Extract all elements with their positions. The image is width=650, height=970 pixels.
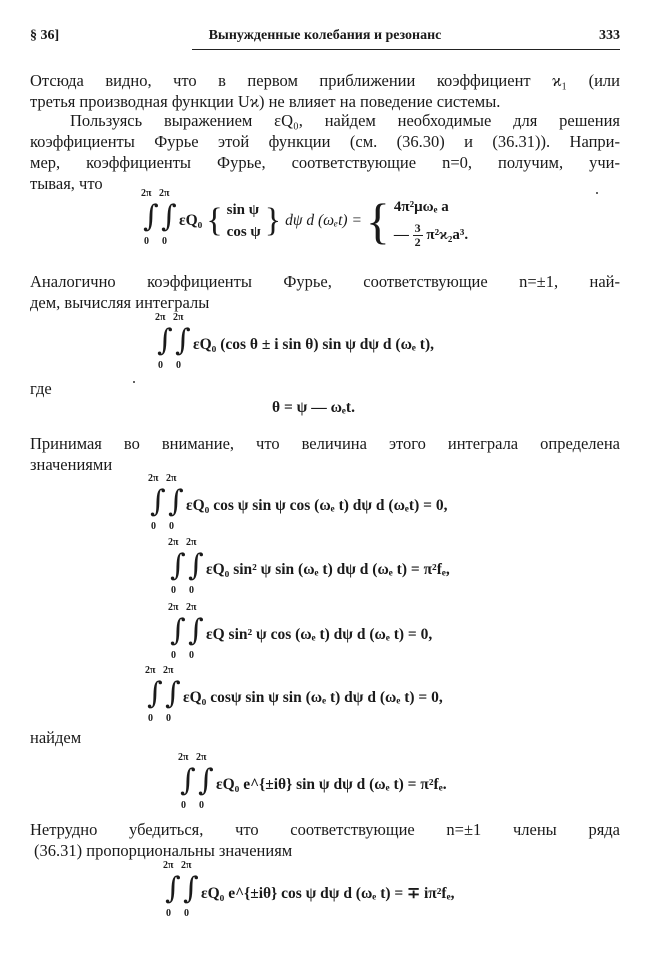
section-ref: § 36]: [30, 28, 60, 43]
paragraph-4-line-1: Принимая во внимание, что величина этого интеграла определена: [30, 434, 620, 453]
equation-6-body: εQ sin² ψ cos (ωₑ t) dψ d (ωₑ t) = 0,: [206, 626, 433, 643]
equation-2-body: εQ₀ (cos θ ± i sin θ) sin ψ dψ d (ωₑ t),: [193, 336, 434, 353]
equation-1-case-bottom: — $\frac{3}{2}$ π²ϰ₂a³.: [393, 221, 469, 250]
paragraph-5-line-1: Нетрудно убедиться, что соответствующие n=±1 члены ряда: [30, 820, 620, 839]
equation-7: 2π ∫ 0 2π ∫ 0 εQ₀ cosψ sin ψ sin (ωₑ t) dψ d (ωₑ t) = 0,: [145, 665, 443, 724]
equation-8-body: εQ₀ e^{±iθ} sin ψ dψ d (ωₑ t) = π²fₑ.: [216, 776, 447, 793]
paragraph-3: [30, 271, 620, 313]
paragraph-4: [30, 433, 620, 475]
paragraph-1-line-2: третья производная функции Uϰ) не влияет на поведение системы.: [30, 92, 501, 111]
equation-8: 2π ∫ 0 2π ∫ 0 εQ₀ e^{±iθ} sin ψ dψ d (ωₑ t) = π²fₑ.: [178, 752, 447, 811]
equation-6: 2π ∫ 0 2π ∫ 0 εQ sin² ψ cos (ωₑ t) dψ d (ωₑ t) = 0,: [168, 602, 433, 661]
equation-1: 2π ∫ 0 2π ∫ 0 εQ₀ { sin ψ cos ψ } dψ d (ωₑt) = { 4π²μωₑ a — $\frac{3}{2}$ π²ϰ₂a³.: [141, 188, 469, 250]
word-naidem: найдем: [30, 728, 82, 747]
paragraph-1-line-1: Отсюда видно, что в первом приближении коэффициент ϰ₁ (или: [30, 71, 620, 90]
word-gde: где: [30, 379, 52, 398]
equation-1-differential: dψ d (ωₑt) =: [285, 212, 362, 230]
equation-5-body: εQ₀ sin² ψ sin (ωₑ t) dψ d (ωₑ t) = π²fₑ,: [206, 561, 450, 578]
paragraph-3-line-2: дем, вычисляя интегралы: [30, 293, 210, 312]
equation-9-body: εQ₀ e^{±iθ} cos ψ dψ d (ωₑ t) = ∓ iπ²fₑ,: [201, 884, 455, 902]
equation-7-body: εQ₀ cosψ sin ψ sin (ωₑ t) dψ d (ωₑ t) = 0,: [183, 689, 443, 706]
paragraph-4-line-2: значениями: [30, 455, 113, 474]
equation-4: 2π ∫ 0 2π ∫ 0 εQ₀ cos ψ sin ψ cos (ωₑ t) dψ d (ωₑt) = 0,: [148, 473, 448, 532]
paragraph-5-line-2: (36.31) пропорциональны значениям: [34, 841, 293, 860]
equation-3-body: θ = ψ — ωₑt.: [272, 399, 355, 417]
equation-3: [272, 399, 355, 417]
equation-1-cases: [394, 193, 468, 249]
equation-5: 2π ∫ 0 2π ∫ 0 εQ₀ sin² ψ sin (ωₑ t) dψ d (ωₑ t) = π²fₑ,: [168, 537, 450, 596]
equation-2: 2π ∫ 0 2π ∫ 0 εQ₀ (cos θ ± i sin θ) sin ψ dψ d (ωₑ t),: [155, 312, 434, 371]
fraction: $\frac{3}{2}$: [414, 221, 421, 250]
integral-sign: 2π ∫ 0: [141, 188, 159, 248]
equation-4-body: εQ₀ cos ψ sin ψ cos (ωₑ t) dψ d (ωₑt) = 0,: [186, 497, 448, 514]
equation-1-prefix: εQ₀: [179, 212, 203, 230]
paragraph-3-line-1: Аналогично коэффициенты Фурье, соответствующие n=±1, най-: [30, 272, 620, 291]
paragraph-2-line-2: коэффициенты Фурье этой функции (см. (36.30) и (36.31)). Напри-: [30, 132, 620, 151]
page-number: 333: [599, 28, 620, 43]
chapter-title: Вынужденные колебания и резонанс: [208, 28, 442, 43]
paragraph-2: [30, 110, 620, 194]
header-rule: [192, 49, 620, 50]
paragraph-5: [30, 819, 620, 861]
paragraph-2-line-1: Пользуясь выражением εQ₀, найдем необходимые для решения: [70, 111, 620, 130]
paragraph-2-line-4: тывая, что: [30, 174, 103, 193]
equation-9: 2π ∫ 0 2π ∫ 0 εQ₀ e^{±iθ} cos ψ dψ d (ωₑ t) = ∓ iπ²fₑ,: [163, 860, 455, 919]
running-header: [30, 26, 620, 48]
integral-sign: 2π ∫ 0: [159, 188, 177, 248]
paragraph-1: [30, 70, 620, 112]
equation-1-case-top: 4π²μωₑ a: [393, 199, 449, 215]
equation-1-inner-cases: sin ψ cos ψ: [226, 202, 261, 241]
paragraph-2-line-3: мер, коэффициенты Фурье, соответствующие n=0, получим, учи-: [30, 153, 620, 172]
